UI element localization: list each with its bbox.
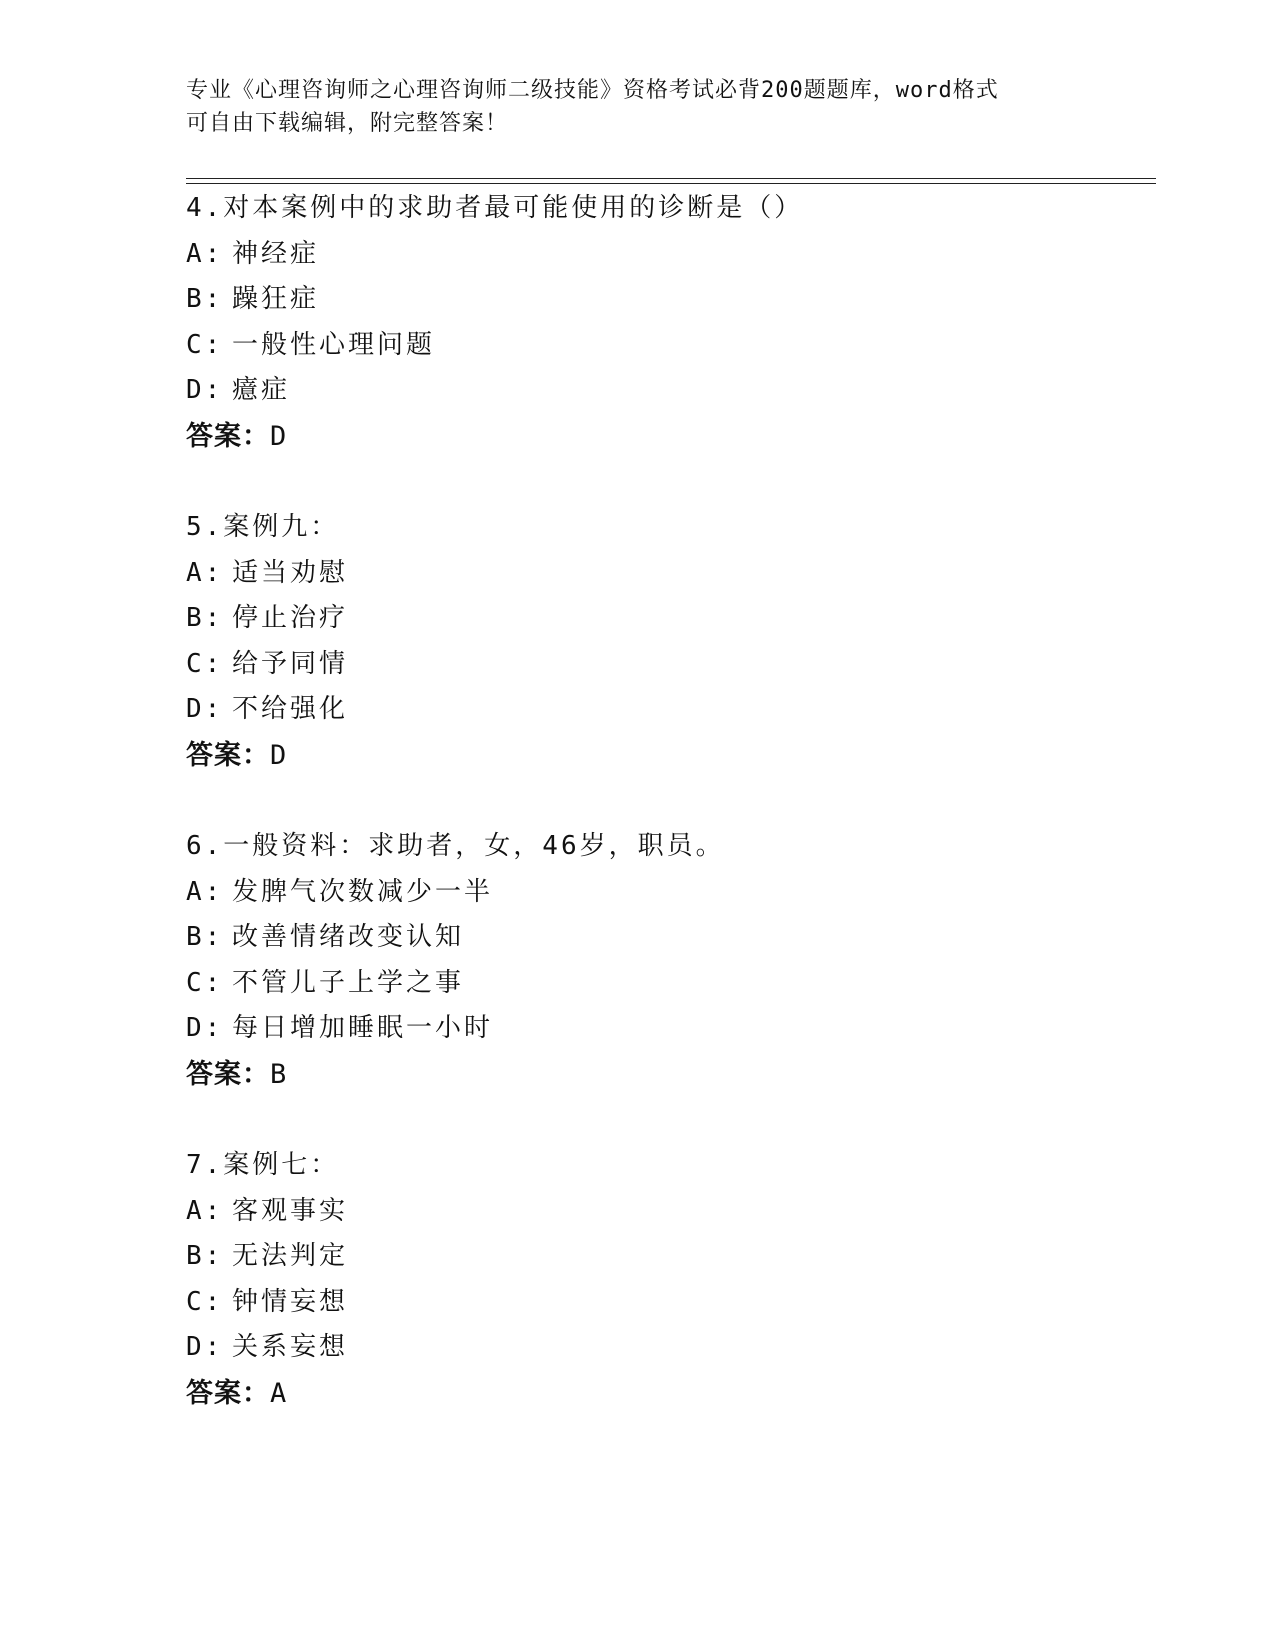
- answer-value: D: [270, 420, 288, 452]
- answer-line: [186, 1052, 1146, 1098]
- option-key: A:: [186, 1195, 224, 1226]
- option-a: [186, 1189, 1146, 1235]
- option-d: [186, 1006, 1146, 1052]
- header-line-2: 可自由下载编辑，附完整答案！: [186, 111, 509, 136]
- option-key: B:: [186, 1241, 224, 1272]
- option-d: [186, 687, 1146, 733]
- option-text: 发脾气次数减少一半: [232, 876, 494, 907]
- option-key: B:: [186, 922, 224, 953]
- option-d: [186, 1325, 1146, 1371]
- option-text: 一般性心理问题: [232, 329, 436, 360]
- option-key: B:: [186, 603, 224, 634]
- option-key: A:: [186, 876, 224, 907]
- option-key: C:: [186, 967, 224, 998]
- option-key: D:: [186, 694, 224, 725]
- option-b: [186, 596, 1146, 642]
- option-text: 停止治疗: [232, 603, 349, 634]
- answer-label: 答案：: [186, 1377, 270, 1409]
- answer-label: 答案：: [186, 739, 270, 771]
- header-divider-top: [186, 178, 1156, 179]
- option-text: 癔症: [232, 375, 291, 406]
- option-key: B:: [186, 284, 224, 315]
- option-text: 神经症: [232, 238, 320, 269]
- option-key: C:: [186, 1286, 224, 1317]
- option-text: 躁狂症: [232, 284, 320, 315]
- question-stem: 7.案例七：: [186, 1150, 340, 1180]
- option-c: [186, 961, 1146, 1007]
- answer-value: B: [270, 1058, 288, 1090]
- option-text: 客观事实: [232, 1195, 349, 1226]
- option-text: 无法判定: [232, 1241, 349, 1272]
- option-d: [186, 368, 1146, 414]
- option-key: A:: [186, 238, 224, 269]
- option-key: D:: [186, 1013, 224, 1044]
- option-key: C:: [186, 648, 224, 679]
- option-text: 每日增加睡眠一小时: [232, 1013, 494, 1044]
- option-key: D:: [186, 1332, 224, 1363]
- answer-line: [186, 1371, 1146, 1417]
- option-text: 适当劝慰: [232, 557, 349, 588]
- option-a: [186, 232, 1146, 278]
- answer-label: 答案：: [186, 420, 270, 452]
- answer-value: D: [270, 739, 288, 771]
- option-key: C:: [186, 329, 224, 360]
- option-text: 钟情妄想: [232, 1286, 349, 1317]
- option-key: A:: [186, 557, 224, 588]
- option-c: [186, 642, 1146, 688]
- question-block: [186, 1143, 1146, 1417]
- question-stem: 6.一般资料：求助者，女，46岁，职员。: [186, 831, 725, 861]
- option-c: [186, 1280, 1146, 1326]
- header-divider-bottom: [186, 183, 1156, 184]
- option-a: [186, 551, 1146, 597]
- option-text: 关系妄想: [232, 1332, 349, 1363]
- option-key: D:: [186, 375, 224, 406]
- option-c: [186, 323, 1146, 369]
- question-stem: 5.案例九：: [186, 512, 340, 542]
- question-stem: 4.对本案例中的求助者最可能使用的诊断是（）: [186, 193, 804, 223]
- answer-label: 答案：: [186, 1058, 270, 1090]
- option-b: [186, 277, 1146, 323]
- answer-value: A: [270, 1377, 288, 1409]
- option-text: 给予同情: [232, 648, 349, 679]
- option-a: [186, 870, 1146, 916]
- option-b: [186, 915, 1146, 961]
- answer-line: [186, 414, 1146, 460]
- question-block: [186, 824, 1146, 1098]
- option-text: 不给强化: [232, 694, 349, 725]
- header-line-1: 专业《心理咨询师之心理咨询师二级技能》资格考试必背200题题库，word格式: [186, 78, 999, 103]
- option-text: 改善情绪改变认知: [232, 922, 465, 953]
- document-header: [186, 74, 1086, 140]
- question-block: [186, 505, 1146, 779]
- option-b: [186, 1234, 1146, 1280]
- option-text: 不管儿子上学之事: [232, 967, 465, 998]
- question-block: [186, 186, 1146, 460]
- answer-line: [186, 733, 1146, 779]
